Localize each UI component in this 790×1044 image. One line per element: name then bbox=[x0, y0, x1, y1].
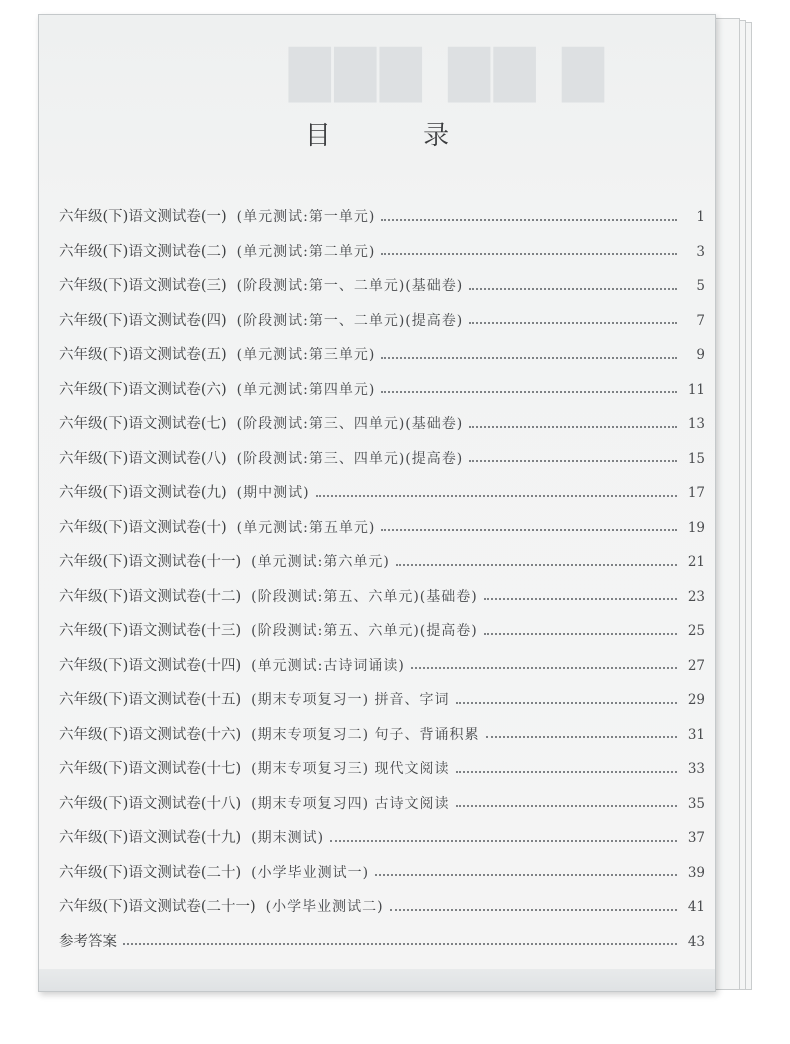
toc-entry[interactable] bbox=[59, 787, 705, 822]
toc-entry[interactable] bbox=[59, 235, 705, 270]
toc-entry[interactable] bbox=[59, 821, 705, 856]
dot-leader bbox=[484, 597, 677, 600]
toc-entry-subtitle: (期中测试) bbox=[236, 485, 310, 501]
toc-page-number: 37 bbox=[687, 830, 705, 846]
toc-page-number: 9 bbox=[696, 347, 705, 363]
toc-entry-title: 六年级(下)语文测试卷(二) bbox=[59, 243, 227, 260]
toc-page-number: 39 bbox=[687, 864, 705, 881]
show-through-strip bbox=[39, 969, 715, 991]
toc-entry[interactable] bbox=[59, 338, 705, 373]
dot-leader bbox=[469, 287, 677, 290]
toc-entry-subtitle: (期末测试) bbox=[251, 830, 325, 846]
toc-page-number: 19 bbox=[687, 519, 705, 536]
dot-leader bbox=[469, 321, 677, 324]
toc-page-number: 41 bbox=[687, 899, 705, 915]
toc-entry[interactable] bbox=[59, 718, 705, 753]
toc-page-number: 7 bbox=[696, 312, 705, 329]
toc-entry-title: 六年级(下)语文测试卷(十六) bbox=[59, 726, 242, 743]
toc-page-number: 43 bbox=[687, 933, 705, 950]
dot-leader bbox=[411, 666, 677, 669]
toc-entry-subtitle: (单元测试:第三单元) bbox=[236, 347, 376, 363]
toc-entry-subtitle: (期末专项复习四) 古诗文阅读 bbox=[251, 795, 450, 812]
toc-entry-subtitle: (阶段测试:第三、四单元)(提高卷) bbox=[236, 450, 464, 467]
toc-entry[interactable] bbox=[59, 304, 705, 339]
toc-entry-title: 六年级(下)语文测试卷(九) bbox=[59, 485, 227, 501]
toc-page-number: 21 bbox=[687, 554, 705, 570]
toc-entry[interactable] bbox=[59, 407, 705, 442]
dot-leader bbox=[469, 425, 677, 428]
toc-entry-title: 参考答案 bbox=[59, 933, 117, 950]
toc-page-number: 3 bbox=[696, 243, 705, 260]
dot-leader bbox=[375, 873, 677, 876]
toc-page bbox=[38, 14, 716, 992]
toc-entry-title: 六年级(下)语文测试卷(五) bbox=[59, 347, 227, 363]
dot-leader bbox=[469, 459, 677, 462]
dot-leader bbox=[456, 804, 677, 807]
dot-leader bbox=[381, 528, 677, 531]
toc-page-number: 11 bbox=[687, 381, 705, 398]
toc-entry-subtitle: (单元测试:第一单元) bbox=[236, 209, 376, 225]
toc-entry-subtitle: (阶段测试:第一、二单元)(基础卷) bbox=[236, 278, 464, 294]
toc-entry[interactable] bbox=[59, 649, 705, 684]
toc-page-number: 1 bbox=[696, 209, 705, 225]
toc-page-number: 25 bbox=[687, 623, 705, 639]
toc-entry-title: 六年级(下)语文测试卷(二十一) bbox=[59, 899, 256, 915]
toc-entry[interactable] bbox=[59, 890, 705, 925]
toc-entry-subtitle: (小学毕业测试一) bbox=[251, 864, 370, 881]
toc-entry-subtitle: (单元测试:古诗词诵读) bbox=[251, 657, 405, 674]
toc-entry-subtitle: (阶段测试:第一、二单元)(提高卷) bbox=[236, 312, 464, 329]
dot-leader bbox=[456, 701, 677, 704]
page-title: 目 录 bbox=[304, 121, 492, 151]
toc-entry-title: 六年级(下)语文测试卷(三) bbox=[59, 278, 227, 294]
dot-leader bbox=[390, 908, 677, 911]
toc-entry[interactable] bbox=[59, 856, 705, 891]
toc-entry-subtitle: (单元测试:第五单元) bbox=[236, 519, 376, 536]
toc-entry[interactable] bbox=[59, 442, 705, 477]
toc-entry[interactable] bbox=[59, 200, 705, 235]
dot-leader bbox=[316, 494, 677, 497]
dot-leader bbox=[456, 770, 677, 773]
dot-leader bbox=[381, 356, 677, 359]
toc-entry[interactable] bbox=[59, 752, 705, 787]
toc-entry-subtitle: (阶段测试:第三、四单元)(基础卷) bbox=[236, 416, 464, 432]
toc-entry[interactable] bbox=[59, 580, 705, 615]
toc-entry[interactable] bbox=[59, 683, 705, 718]
show-through-print: ▇▇▇ ▇▇ ▇ bbox=[289, 39, 608, 102]
toc-entry-subtitle: (单元测试:第二单元) bbox=[236, 243, 376, 260]
toc-page-number: 15 bbox=[687, 450, 705, 467]
toc-page-number: 23 bbox=[687, 588, 705, 605]
toc-entry-title: 六年级(下)语文测试卷(一) bbox=[59, 209, 227, 225]
toc-entry-title: 六年级(下)语文测试卷(八) bbox=[59, 450, 227, 467]
table-of-contents bbox=[59, 200, 705, 959]
toc-entry-title: 六年级(下)语文测试卷(十一) bbox=[59, 554, 242, 570]
dot-leader bbox=[330, 839, 677, 842]
dot-leader bbox=[381, 390, 677, 393]
toc-entry-subtitle: (期末专项复习一) 拼音、字词 bbox=[251, 692, 450, 708]
toc-entry-title: 六年级(下)语文测试卷(十七) bbox=[59, 761, 242, 777]
dot-leader bbox=[381, 252, 677, 255]
toc-entry[interactable] bbox=[59, 614, 705, 649]
toc-entry[interactable] bbox=[59, 925, 705, 960]
dot-leader bbox=[486, 735, 677, 738]
dot-leader bbox=[381, 218, 677, 221]
toc-page-number: 27 bbox=[687, 657, 705, 674]
dot-leader bbox=[484, 632, 677, 635]
toc-entry-title: 六年级(下)语文测试卷(十五) bbox=[59, 692, 242, 708]
toc-entry-title: 六年级(下)语文测试卷(十四) bbox=[59, 657, 242, 674]
toc-entry-subtitle: (期末专项复习三) 现代文阅读 bbox=[251, 761, 450, 777]
toc-entry[interactable] bbox=[59, 373, 705, 408]
toc-entry-subtitle: (小学毕业测试二) bbox=[265, 899, 384, 915]
toc-entry-subtitle: (期末专项复习二) 句子、背诵积累 bbox=[251, 726, 480, 743]
toc-entry-title: 六年级(下)语文测试卷(六) bbox=[59, 381, 227, 398]
toc-entry-title: 六年级(下)语文测试卷(十二) bbox=[59, 588, 242, 605]
toc-entry-subtitle: (单元测试:第六单元) bbox=[251, 554, 390, 570]
toc-entry-title: 六年级(下)语文测试卷(四) bbox=[59, 312, 227, 329]
toc-entry[interactable] bbox=[59, 476, 705, 511]
dot-leader bbox=[396, 563, 677, 566]
toc-page-number: 31 bbox=[687, 726, 705, 743]
toc-entry-title: 六年级(下)语文测试卷(二十) bbox=[59, 864, 242, 881]
toc-page-number: 5 bbox=[696, 278, 705, 294]
toc-entry-title: 六年级(下)语文测试卷(十九) bbox=[59, 830, 242, 846]
dot-leader bbox=[123, 942, 677, 945]
toc-entry[interactable] bbox=[59, 545, 705, 580]
toc-entry-title: 六年级(下)语文测试卷(七) bbox=[59, 416, 227, 432]
toc-entry[interactable] bbox=[59, 511, 705, 546]
toc-entry-subtitle: (单元测试:第四单元) bbox=[236, 381, 376, 398]
toc-page-number: 35 bbox=[687, 795, 705, 812]
toc-page-number: 33 bbox=[687, 761, 705, 777]
toc-page-number: 13 bbox=[687, 416, 705, 432]
toc-entry-title: 六年级(下)语文测试卷(十八) bbox=[59, 795, 242, 812]
toc-page-number: 17 bbox=[687, 485, 705, 501]
toc-entry-subtitle: (阶段测试:第五、六单元)(基础卷) bbox=[251, 588, 478, 605]
toc-entry-subtitle: (阶段测试:第五、六单元)(提高卷) bbox=[251, 623, 478, 639]
toc-entry-title: 六年级(下)语文测试卷(十三) bbox=[59, 623, 242, 639]
toc-page-number: 29 bbox=[687, 692, 705, 708]
toc-entry-title: 六年级(下)语文测试卷(十) bbox=[59, 519, 227, 536]
toc-entry[interactable] bbox=[59, 269, 705, 304]
